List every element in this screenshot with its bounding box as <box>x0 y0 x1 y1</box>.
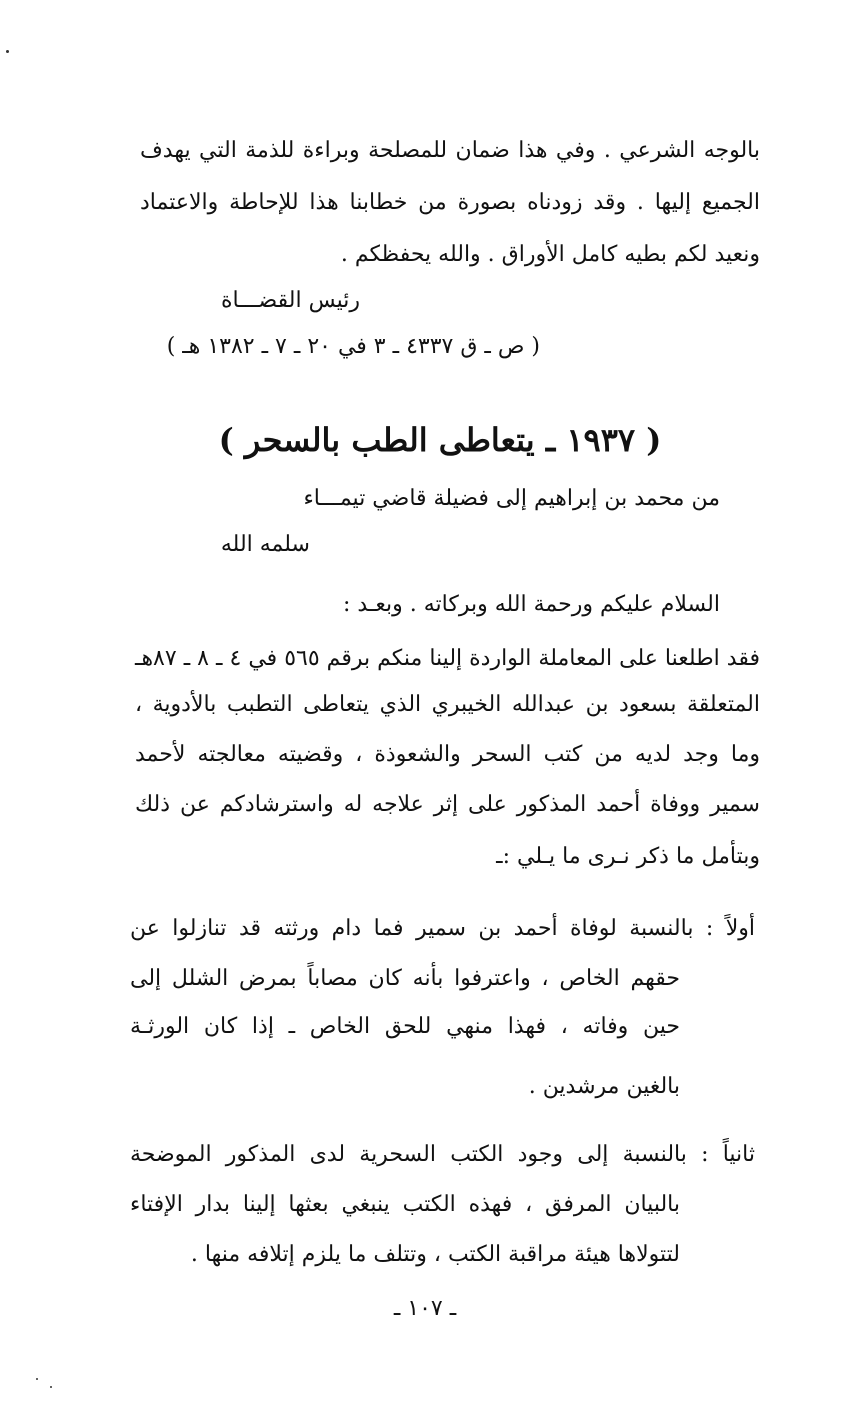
scan-speck <box>50 1386 52 1388</box>
body-line-4: سمير ووفاة أحمد المذكور على إثر علاجه له واسترشادكم عن ذلك <box>135 792 760 817</box>
section-title: ( ١٩٣٧ ـ يتعاطى الطب بالسحر ) <box>218 421 662 459</box>
point-one-line-2: حقهم الخاص ، واعترفوا بأنه كان مصاباً بمرض الشلل إلى <box>130 966 680 991</box>
reference-number: ( ص ـ ق ٤٣٣٧ ـ ٣ في ٢٠ ـ ٧ ـ ١٣٨٢ هـ ) <box>166 334 540 359</box>
body-line-1: فقد اطلعنا على المعاملة الواردة إلينا منكم برقم ٥٦٥ في ٤ ـ ٨ ـ ٨٧هـ <box>135 646 760 671</box>
point-one-line-4: بالغين مرشدين . <box>528 1074 680 1099</box>
point-one-line-1: أولاً : بالنسبة لوفاة أحمد بن سمير فما دام ورثته قد تنازلوا عن <box>130 916 755 941</box>
body-line-2: المتعلقة بسعود بن عبدالله الخيبري الذي يتعاطى التطبب بالأدوية ، <box>135 692 760 717</box>
body-line-3: وما وجد لديه من كتب السحر والشعوذة ، وقضيته معالجته لأحمد <box>135 742 760 767</box>
scan-speck <box>6 50 9 53</box>
point-two-line-2: بالبيان المرفق ، فهذه الكتب ينبغي بعثها إلينا بدار الإفتاء <box>130 1192 680 1217</box>
signature: رئيس القضـــاة <box>220 288 360 313</box>
top-paragraph-line-1: بالوجه الشرعي . وفي هذا ضمان للمصلحة وبراءة للذمة التي يهدف <box>140 138 760 163</box>
blessing: سلمه الله <box>220 532 310 557</box>
top-paragraph-line-2: الجميع إليها . وقد زودناه بصورة من خطابنا هذا للإحاطة والاعتماد <box>140 190 760 215</box>
point-two-line-1: ثانياً : بالنسبة إلى وجود الكتب السحرية لدى المذكور الموضحة <box>130 1142 755 1167</box>
greeting: السلام عليكم ورحمة الله وبركاته . وبعـد : <box>343 592 720 617</box>
body-line-5: وبتأمل ما ذكر نـرى ما يـلي :ـ <box>496 844 760 869</box>
from-line: من محمد بن إبراهيم إلى فضيلة قاضي تيمـــاء <box>303 486 720 511</box>
scan-speck <box>36 1378 38 1380</box>
page-number: ـ ١٠٧ ـ <box>393 1296 457 1321</box>
point-one-line-3: حين وفاته ، فهذا منهي للحق الخاص ـ إذا كان الورثـة <box>130 1014 680 1039</box>
point-two-line-3: لتتولاها هيئة مراقبة الكتب ، وتتلف ما يلزم إتلافه منها . <box>190 1242 680 1267</box>
top-paragraph-line-3: ونعيد لكم بطيه كامل الأوراق . والله يحفظكم . <box>340 242 760 267</box>
